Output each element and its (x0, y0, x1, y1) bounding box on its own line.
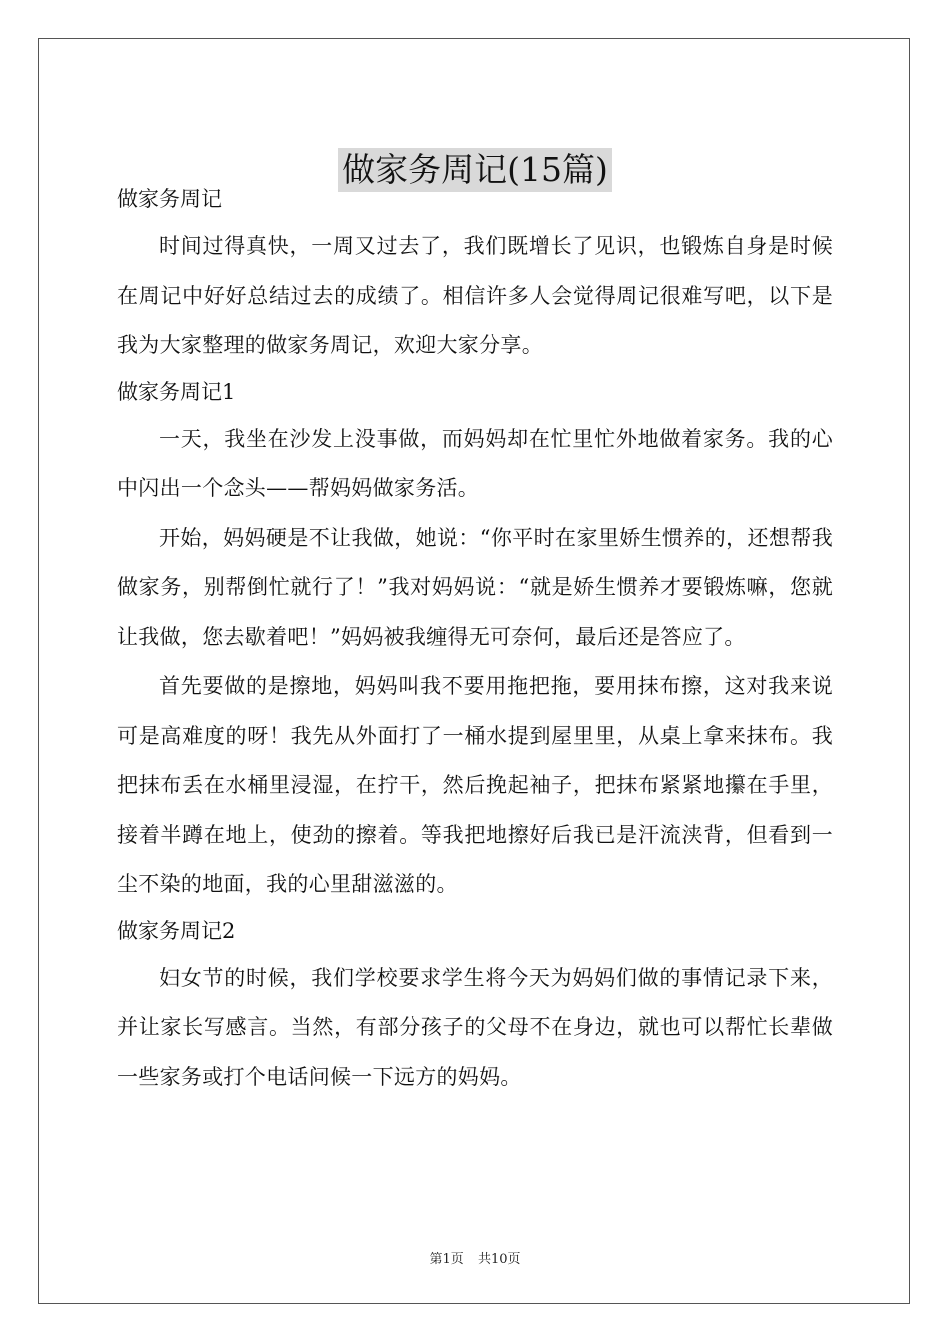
paragraph: 首先要做的是擦地，妈妈叫我不要用拖把拖，要用抹布擦，这对我来说可是高难度的呀！我先从外面打了一桶水提到屋里里，从桌上拿来抹布。我把抹布丢在水桶里浸湿，在拧干，然后挽起袖子，把抹布紧紧地攥在手里，接着半蹲在地上，使劲的擦着。等我把地擦好后我已是汗流浃背，但看到一尘不染的地面，我的心里甜滋滋的。 (117, 674, 833, 896)
paragraph: 妇女节的时候，我们学校要求学生将今天为妈妈们做的事情记录下来，并让家长写感言。当然，有部分孩子的父母不在身边，就也可以帮忙长辈做一些家务或打个电话问候一下远方的妈妈。 (117, 965, 833, 1089)
paragraph: 时间过得真快，一周又过去了，我们既增长了见识，也锻炼自身是时候在周记中好好总结过去的成绩了。相信许多人会觉得周记很难写吧，以下是我为大家整理的做家务周记，欢迎大家分享。 (117, 234, 833, 357)
page-number: 第1页 (429, 1252, 464, 1267)
section-heading: 做家务周记2 (117, 918, 236, 943)
section-1 (117, 371, 833, 910)
section-2 (117, 910, 833, 1103)
page-footer (0, 1248, 950, 1267)
paragraph: 开始，妈妈硬是不让我做，她说：“你平时在家里娇生惯养的，还想帮我做家务，别帮倒忙就行了！”我对妈妈说：“就是娇生惯养才要锻炼嘛，您就让我做，您去歇着吧！”妈妈被我缠得无可奈何，最后还是答应了。 (117, 525, 833, 649)
page-total: 共10页 (477, 1252, 521, 1267)
document-title: 做家务周记(15篇) (338, 148, 612, 192)
paragraph: 一天，我坐在沙发上没事做，而妈妈却在忙里忙外地做着家务。我的心中闪出一个念头——帮妈妈做家务活。 (117, 426, 833, 500)
section-intro (117, 178, 833, 371)
section-heading: 做家务周记 (117, 187, 222, 211)
section-heading: 做家务周记1 (117, 379, 236, 404)
document-body (117, 178, 833, 1102)
